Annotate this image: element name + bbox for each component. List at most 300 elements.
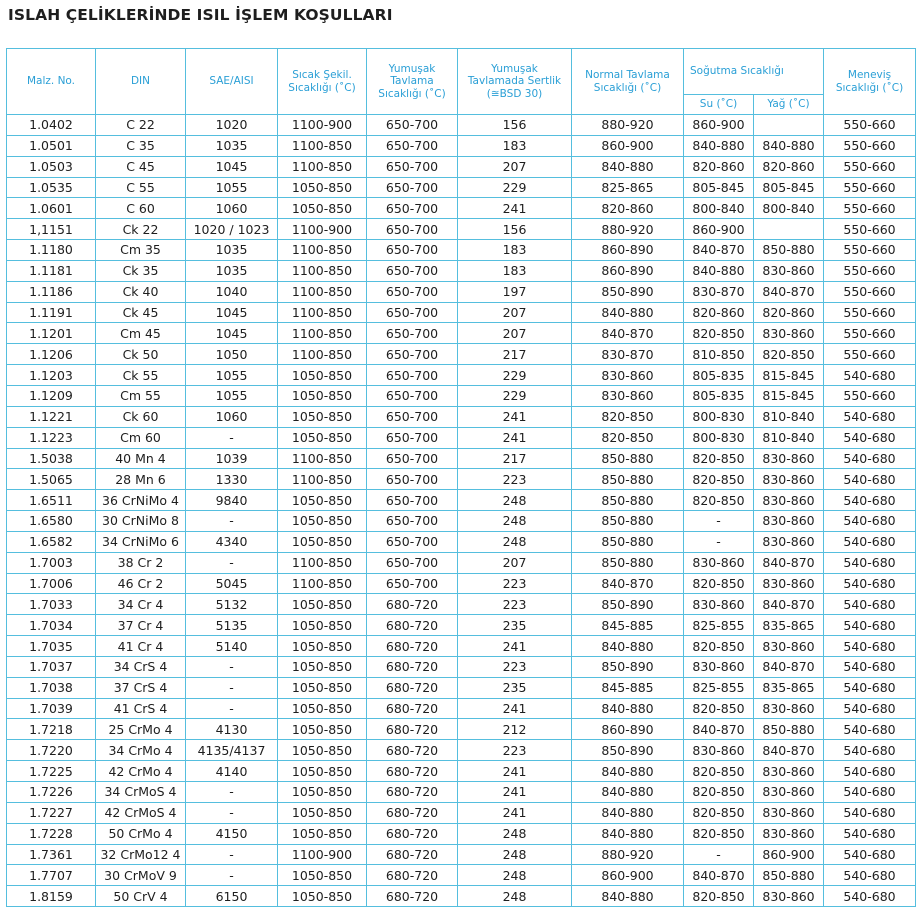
- cell-hot-forming: 1050-850: [278, 656, 367, 677]
- cell-hot-forming: 1100-850: [278, 156, 367, 177]
- cell-hardness: 207: [458, 156, 572, 177]
- cell-hardness: 197: [458, 281, 572, 302]
- cell-water: 805-845: [684, 177, 754, 198]
- header-oil: Yağ (˚C): [754, 95, 824, 115]
- cell-water: 820-850: [684, 761, 754, 782]
- cell-malz-no: 1.0535: [7, 177, 96, 198]
- cell-water: 830-870: [684, 281, 754, 302]
- table-row: [7, 865, 916, 886]
- cell-water: 830-860: [684, 552, 754, 573]
- cell-water: 800-830: [684, 406, 754, 427]
- cell-tempering: 550-660: [824, 240, 916, 261]
- cell-water: 830-860: [684, 740, 754, 761]
- cell-normalizing: 840-880: [572, 698, 684, 719]
- cell-malz-no: 1.8159: [7, 886, 96, 907]
- cell-tempering: 550-660: [824, 198, 916, 219]
- cell-normalizing: 860-890: [572, 240, 684, 261]
- table-row: [7, 573, 916, 594]
- cell-tempering: 550-660: [824, 115, 916, 136]
- cell-hardness: 248: [458, 531, 572, 552]
- table-row: [7, 219, 916, 240]
- cell-soft-annealing: 650-700: [367, 198, 458, 219]
- cell-soft-annealing: 650-700: [367, 427, 458, 448]
- cell-malz-no: 1.1201: [7, 323, 96, 344]
- cell-hot-forming: 1100-850: [278, 448, 367, 469]
- cell-sae-aisi: 5045: [186, 573, 278, 594]
- cell-hot-forming: 1050-850: [278, 427, 367, 448]
- table-row: [7, 719, 916, 740]
- cell-water: 825-855: [684, 615, 754, 636]
- cell-oil: 815-845: [754, 365, 824, 386]
- cell-tempering: 540-680: [824, 698, 916, 719]
- cell-oil: 830-860: [754, 323, 824, 344]
- cell-malz-no: 1.7039: [7, 698, 96, 719]
- table-row: [7, 844, 916, 865]
- cell-sae-aisi: 1035: [186, 135, 278, 156]
- cell-din: 32 CrMo12 4: [96, 844, 186, 865]
- cell-normalizing: 840-880: [572, 782, 684, 803]
- cell-hot-forming: 1050-850: [278, 406, 367, 427]
- cell-normalizing: 840-870: [572, 573, 684, 594]
- cell-water: -: [684, 511, 754, 532]
- cell-sae-aisi: 5135: [186, 615, 278, 636]
- table-row: [7, 886, 916, 907]
- cell-oil: 840-870: [754, 740, 824, 761]
- cell-sae-aisi: 6150: [186, 886, 278, 907]
- header-water: Su (˚C): [684, 95, 754, 115]
- table-row: [7, 156, 916, 177]
- cell-tempering: 550-660: [824, 219, 916, 240]
- table-row: [7, 469, 916, 490]
- table-row: [7, 427, 916, 448]
- cell-din: Ck 35: [96, 260, 186, 281]
- cell-normalizing: 825-865: [572, 177, 684, 198]
- cell-soft-annealing: 650-700: [367, 115, 458, 136]
- cell-oil: 830-860: [754, 469, 824, 490]
- cell-hardness: 212: [458, 719, 572, 740]
- cell-din: 28 Mn 6: [96, 469, 186, 490]
- cell-tempering: 540-680: [824, 719, 916, 740]
- cell-din: 50 CrMo 4: [96, 823, 186, 844]
- cell-malz-no: 1.1209: [7, 385, 96, 406]
- table-row: [7, 531, 916, 552]
- cell-sae-aisi: -: [186, 552, 278, 573]
- cell-hot-forming: 1050-850: [278, 677, 367, 698]
- cell-hardness: 241: [458, 427, 572, 448]
- cell-hot-forming: 1050-850: [278, 198, 367, 219]
- cell-tempering: 540-680: [824, 615, 916, 636]
- cell-hot-forming: 1050-850: [278, 802, 367, 823]
- cell-malz-no: 1.7228: [7, 823, 96, 844]
- cell-oil: 830-860: [754, 823, 824, 844]
- table-row: [7, 552, 916, 573]
- cell-tempering: 540-680: [824, 448, 916, 469]
- cell-soft-annealing: 680-720: [367, 677, 458, 698]
- cell-oil: 830-860: [754, 531, 824, 552]
- cell-oil: 835-865: [754, 615, 824, 636]
- cell-hardness: 248: [458, 823, 572, 844]
- cell-oil: 850-880: [754, 719, 824, 740]
- table-row: [7, 344, 916, 365]
- cell-malz-no: 1.0402: [7, 115, 96, 136]
- cell-soft-annealing: 650-700: [367, 448, 458, 469]
- cell-sae-aisi: 1039: [186, 448, 278, 469]
- cell-soft-annealing: 650-700: [367, 344, 458, 365]
- cell-soft-annealing: 680-720: [367, 615, 458, 636]
- cell-hot-forming: 1100-900: [278, 219, 367, 240]
- cell-water: 820-850: [684, 698, 754, 719]
- cell-sae-aisi: 4140: [186, 761, 278, 782]
- cell-hot-forming: 1100-850: [278, 302, 367, 323]
- cell-oil: 810-840: [754, 427, 824, 448]
- cell-normalizing: 850-880: [572, 552, 684, 573]
- cell-normalizing: 850-890: [572, 281, 684, 302]
- cell-soft-annealing: 650-700: [367, 385, 458, 406]
- cell-tempering: 540-680: [824, 761, 916, 782]
- cell-malz-no: 1.1203: [7, 365, 96, 386]
- cell-oil: 835-865: [754, 677, 824, 698]
- cell-din: 25 CrMo 4: [96, 719, 186, 740]
- cell-hardness: 156: [458, 219, 572, 240]
- cell-din: Cm 45: [96, 323, 186, 344]
- cell-hot-forming: 1050-850: [278, 886, 367, 907]
- cell-din: 34 CrS 4: [96, 656, 186, 677]
- cell-hot-forming: 1050-850: [278, 490, 367, 511]
- cell-water: 820-850: [684, 802, 754, 823]
- header-tempering-temp: Meneviş Sıcaklığı (˚C): [824, 49, 916, 115]
- cell-tempering: 540-680: [824, 531, 916, 552]
- cell-water: 820-850: [684, 490, 754, 511]
- cell-hardness: 241: [458, 802, 572, 823]
- table-row: [7, 594, 916, 615]
- cell-hot-forming: 1050-850: [278, 823, 367, 844]
- cell-normalizing: 850-880: [572, 490, 684, 511]
- cell-normalizing: 820-850: [572, 406, 684, 427]
- cell-normalizing: 850-890: [572, 656, 684, 677]
- cell-malz-no: 1.7033: [7, 594, 96, 615]
- cell-hot-forming: 1100-900: [278, 115, 367, 136]
- cell-normalizing: 880-920: [572, 844, 684, 865]
- cell-din: Ck 40: [96, 281, 186, 302]
- cell-oil: 830-860: [754, 490, 824, 511]
- cell-tempering: 540-680: [824, 656, 916, 677]
- cell-din: C 60: [96, 198, 186, 219]
- cell-tempering: 550-660: [824, 260, 916, 281]
- cell-hardness: 229: [458, 385, 572, 406]
- cell-malz-no: 1.7034: [7, 615, 96, 636]
- cell-oil: 810-840: [754, 406, 824, 427]
- cell-din: C 22: [96, 115, 186, 136]
- table-row: [7, 782, 916, 803]
- cell-water: 820-850: [684, 636, 754, 657]
- cell-soft-annealing: 680-720: [367, 719, 458, 740]
- table-row: [7, 240, 916, 261]
- table-row: [7, 698, 916, 719]
- cell-water: -: [684, 844, 754, 865]
- cell-soft-annealing: 650-700: [367, 302, 458, 323]
- cell-hardness: 235: [458, 677, 572, 698]
- cell-tempering: 540-680: [824, 802, 916, 823]
- cell-tempering: 540-680: [824, 427, 916, 448]
- cell-normalizing: 880-920: [572, 219, 684, 240]
- cell-water: 840-880: [684, 260, 754, 281]
- cell-tempering: 540-680: [824, 594, 916, 615]
- cell-oil: 840-880: [754, 135, 824, 156]
- cell-soft-annealing: 680-720: [367, 844, 458, 865]
- cell-hardness: 207: [458, 302, 572, 323]
- cell-normalizing: 840-880: [572, 886, 684, 907]
- cell-normalizing: 850-890: [572, 594, 684, 615]
- cell-hot-forming: 1100-850: [278, 323, 367, 344]
- cell-water: 820-850: [684, 573, 754, 594]
- cell-tempering: 540-680: [824, 469, 916, 490]
- cell-tempering: 550-660: [824, 302, 916, 323]
- cell-din: 34 CrMo 4: [96, 740, 186, 761]
- cell-water: 820-850: [684, 448, 754, 469]
- cell-din: 34 CrMoS 4: [96, 782, 186, 803]
- cell-water: 860-900: [684, 219, 754, 240]
- cell-sae-aisi: 5132: [186, 594, 278, 615]
- cell-normalizing: 860-900: [572, 865, 684, 886]
- cell-din: 41 Cr 4: [96, 636, 186, 657]
- cell-tempering: 540-680: [824, 844, 916, 865]
- cell-sae-aisi: -: [186, 865, 278, 886]
- cell-normalizing: 840-880: [572, 156, 684, 177]
- header-hot-forming-temp: Sıcak Şekil. Sıcaklığı (˚C): [278, 49, 367, 115]
- cell-tempering: 550-660: [824, 156, 916, 177]
- cell-hardness: 248: [458, 865, 572, 886]
- cell-hardness: 223: [458, 469, 572, 490]
- cell-normalizing: 830-860: [572, 365, 684, 386]
- cell-malz-no: 1.7006: [7, 573, 96, 594]
- table-row: [7, 511, 916, 532]
- cell-water: 800-840: [684, 198, 754, 219]
- table-body: [7, 115, 916, 907]
- cell-hot-forming: 1050-850: [278, 761, 367, 782]
- cell-normalizing: 820-850: [572, 427, 684, 448]
- cell-oil: 840-870: [754, 552, 824, 573]
- cell-soft-annealing: 650-700: [367, 469, 458, 490]
- table-row: [7, 636, 916, 657]
- cell-sae-aisi: 1055: [186, 385, 278, 406]
- cell-tempering: 540-680: [824, 886, 916, 907]
- cell-malz-no: 1.5038: [7, 448, 96, 469]
- cell-malz-no: 1.1180: [7, 240, 96, 261]
- cell-normalizing: 850-880: [572, 469, 684, 490]
- cell-hardness: 183: [458, 260, 572, 281]
- cell-din: C 55: [96, 177, 186, 198]
- cell-water: 810-850: [684, 344, 754, 365]
- table-row: [7, 198, 916, 219]
- cell-hardness: 183: [458, 240, 572, 261]
- cell-hardness: 235: [458, 615, 572, 636]
- cell-hot-forming: 1100-850: [278, 260, 367, 281]
- cell-malz-no: 1.1186: [7, 281, 96, 302]
- cell-hardness: 241: [458, 698, 572, 719]
- cell-water: 820-860: [684, 302, 754, 323]
- cell-soft-annealing: 680-720: [367, 740, 458, 761]
- table-row: [7, 761, 916, 782]
- cell-sae-aisi: -: [186, 427, 278, 448]
- cell-water: 820-860: [684, 156, 754, 177]
- cell-normalizing: 840-880: [572, 761, 684, 782]
- cell-oil: 830-860: [754, 886, 824, 907]
- cell-din: 42 CrMoS 4: [96, 802, 186, 823]
- cell-soft-annealing: 680-720: [367, 698, 458, 719]
- cell-soft-annealing: 650-700: [367, 135, 458, 156]
- cell-hot-forming: 1050-850: [278, 365, 367, 386]
- cell-soft-annealing: 650-700: [367, 240, 458, 261]
- cell-soft-annealing: 650-700: [367, 260, 458, 281]
- table-row: [7, 615, 916, 636]
- page-title: ISLAH ÇELİKLERİNDE ISIL İŞLEM KOŞULLARI: [8, 6, 393, 24]
- cell-soft-annealing: 650-700: [367, 531, 458, 552]
- cell-malz-no: 1.6582: [7, 531, 96, 552]
- cell-sae-aisi: 1045: [186, 302, 278, 323]
- cell-water: -: [684, 531, 754, 552]
- cell-sae-aisi: -: [186, 677, 278, 698]
- cell-oil: 830-860: [754, 448, 824, 469]
- cell-water: 860-900: [684, 115, 754, 136]
- cell-hot-forming: 1050-850: [278, 594, 367, 615]
- cell-water: 805-835: [684, 385, 754, 406]
- cell-malz-no: 1.5065: [7, 469, 96, 490]
- cell-tempering: 550-660: [824, 281, 916, 302]
- cell-normalizing: 830-870: [572, 344, 684, 365]
- cell-oil: 830-860: [754, 698, 824, 719]
- cell-hot-forming: 1050-850: [278, 636, 367, 657]
- cell-din: Ck 50: [96, 344, 186, 365]
- cell-oil: 840-870: [754, 656, 824, 677]
- cell-water: 840-870: [684, 719, 754, 740]
- cell-malz-no: 1.7035: [7, 636, 96, 657]
- cell-water: 830-860: [684, 594, 754, 615]
- cell-hot-forming: 1050-850: [278, 698, 367, 719]
- cell-malz-no: 1.7218: [7, 719, 96, 740]
- cell-hardness: 207: [458, 323, 572, 344]
- cell-sae-aisi: 1050: [186, 344, 278, 365]
- cell-normalizing: 850-880: [572, 511, 684, 532]
- cell-tempering: 540-680: [824, 552, 916, 573]
- cell-din: 41 CrS 4: [96, 698, 186, 719]
- cell-sae-aisi: 1055: [186, 365, 278, 386]
- cell-sae-aisi: 4135/4137: [186, 740, 278, 761]
- cell-malz-no: 1.7361: [7, 844, 96, 865]
- table-row: [7, 302, 916, 323]
- cell-tempering: 540-680: [824, 490, 916, 511]
- cell-soft-annealing: 680-720: [367, 656, 458, 677]
- cell-soft-annealing: 680-720: [367, 761, 458, 782]
- table-row: [7, 802, 916, 823]
- cell-soft-annealing: 650-700: [367, 511, 458, 532]
- cell-soft-annealing: 680-720: [367, 782, 458, 803]
- cell-sae-aisi: 4340: [186, 531, 278, 552]
- cell-soft-annealing: 680-720: [367, 886, 458, 907]
- cell-normalizing: 860-890: [572, 719, 684, 740]
- cell-sae-aisi: -: [186, 656, 278, 677]
- cell-din: 37 Cr 4: [96, 615, 186, 636]
- header-quench-temp: Soğutma Sıcaklığı: [684, 49, 824, 95]
- cell-normalizing: 880-920: [572, 115, 684, 136]
- cell-malz-no: 1.1181: [7, 260, 96, 281]
- cell-water: 820-850: [684, 323, 754, 344]
- cell-din: Cm 60: [96, 427, 186, 448]
- header-soft-annealing-hardness: Yumuşak Tavlamada Sertlik (≅BSD 30): [458, 49, 572, 115]
- cell-sae-aisi: 1020 / 1023: [186, 219, 278, 240]
- cell-normalizing: 820-860: [572, 198, 684, 219]
- table-row: [7, 281, 916, 302]
- cell-din: Ck 60: [96, 406, 186, 427]
- cell-water: 840-870: [684, 240, 754, 261]
- cell-sae-aisi: 1035: [186, 240, 278, 261]
- cell-din: Cm 55: [96, 385, 186, 406]
- cell-hardness: 183: [458, 135, 572, 156]
- cell-malz-no: 1.7707: [7, 865, 96, 886]
- cell-din: 30 CrMoV 9: [96, 865, 186, 886]
- cell-hardness: 248: [458, 511, 572, 532]
- cell-hardness: 241: [458, 406, 572, 427]
- table-row: [7, 260, 916, 281]
- cell-tempering: 540-680: [824, 573, 916, 594]
- cell-oil: 850-880: [754, 240, 824, 261]
- cell-oil: 820-860: [754, 156, 824, 177]
- cell-normalizing: 850-880: [572, 531, 684, 552]
- cell-malz-no: 1.0601: [7, 198, 96, 219]
- cell-din: 34 Cr 4: [96, 594, 186, 615]
- cell-normalizing: 840-880: [572, 636, 684, 657]
- cell-hot-forming: 1050-850: [278, 531, 367, 552]
- cell-sae-aisi: 1040: [186, 281, 278, 302]
- cell-din: 40 Mn 4: [96, 448, 186, 469]
- cell-malz-no: 1.0503: [7, 156, 96, 177]
- cell-oil: 820-860: [754, 302, 824, 323]
- cell-hot-forming: 1050-850: [278, 511, 367, 532]
- table-row: [7, 656, 916, 677]
- cell-malz-no: 1.7038: [7, 677, 96, 698]
- cell-soft-annealing: 650-700: [367, 573, 458, 594]
- cell-tempering: 540-680: [824, 365, 916, 386]
- cell-hardness: 248: [458, 490, 572, 511]
- cell-malz-no: 1.0501: [7, 135, 96, 156]
- cell-hardness: 248: [458, 844, 572, 865]
- cell-tempering: 550-660: [824, 385, 916, 406]
- cell-hot-forming: 1100-900: [278, 844, 367, 865]
- cell-normalizing: 840-880: [572, 823, 684, 844]
- cell-tempering: 550-660: [824, 177, 916, 198]
- cell-sae-aisi: -: [186, 782, 278, 803]
- cell-hot-forming: 1050-850: [278, 615, 367, 636]
- table-row: [7, 385, 916, 406]
- cell-normalizing: 860-900: [572, 135, 684, 156]
- cell-oil: [754, 115, 824, 136]
- cell-sae-aisi: 1060: [186, 406, 278, 427]
- cell-normalizing: 830-860: [572, 385, 684, 406]
- cell-soft-annealing: 650-700: [367, 365, 458, 386]
- cell-hot-forming: 1100-850: [278, 573, 367, 594]
- cell-sae-aisi: -: [186, 802, 278, 823]
- cell-malz-no: 1.1191: [7, 302, 96, 323]
- header-malz-no: Malz. No.: [7, 49, 96, 115]
- cell-hardness: 241: [458, 636, 572, 657]
- cell-din: 34 CrNiMo 6: [96, 531, 186, 552]
- table-row: [7, 740, 916, 761]
- header-sae-aisi: SAE/AISI: [186, 49, 278, 115]
- cell-soft-annealing: 650-700: [367, 323, 458, 344]
- table-row: [7, 115, 916, 136]
- cell-water: 830-860: [684, 656, 754, 677]
- cell-sae-aisi: -: [186, 511, 278, 532]
- table-row: [7, 406, 916, 427]
